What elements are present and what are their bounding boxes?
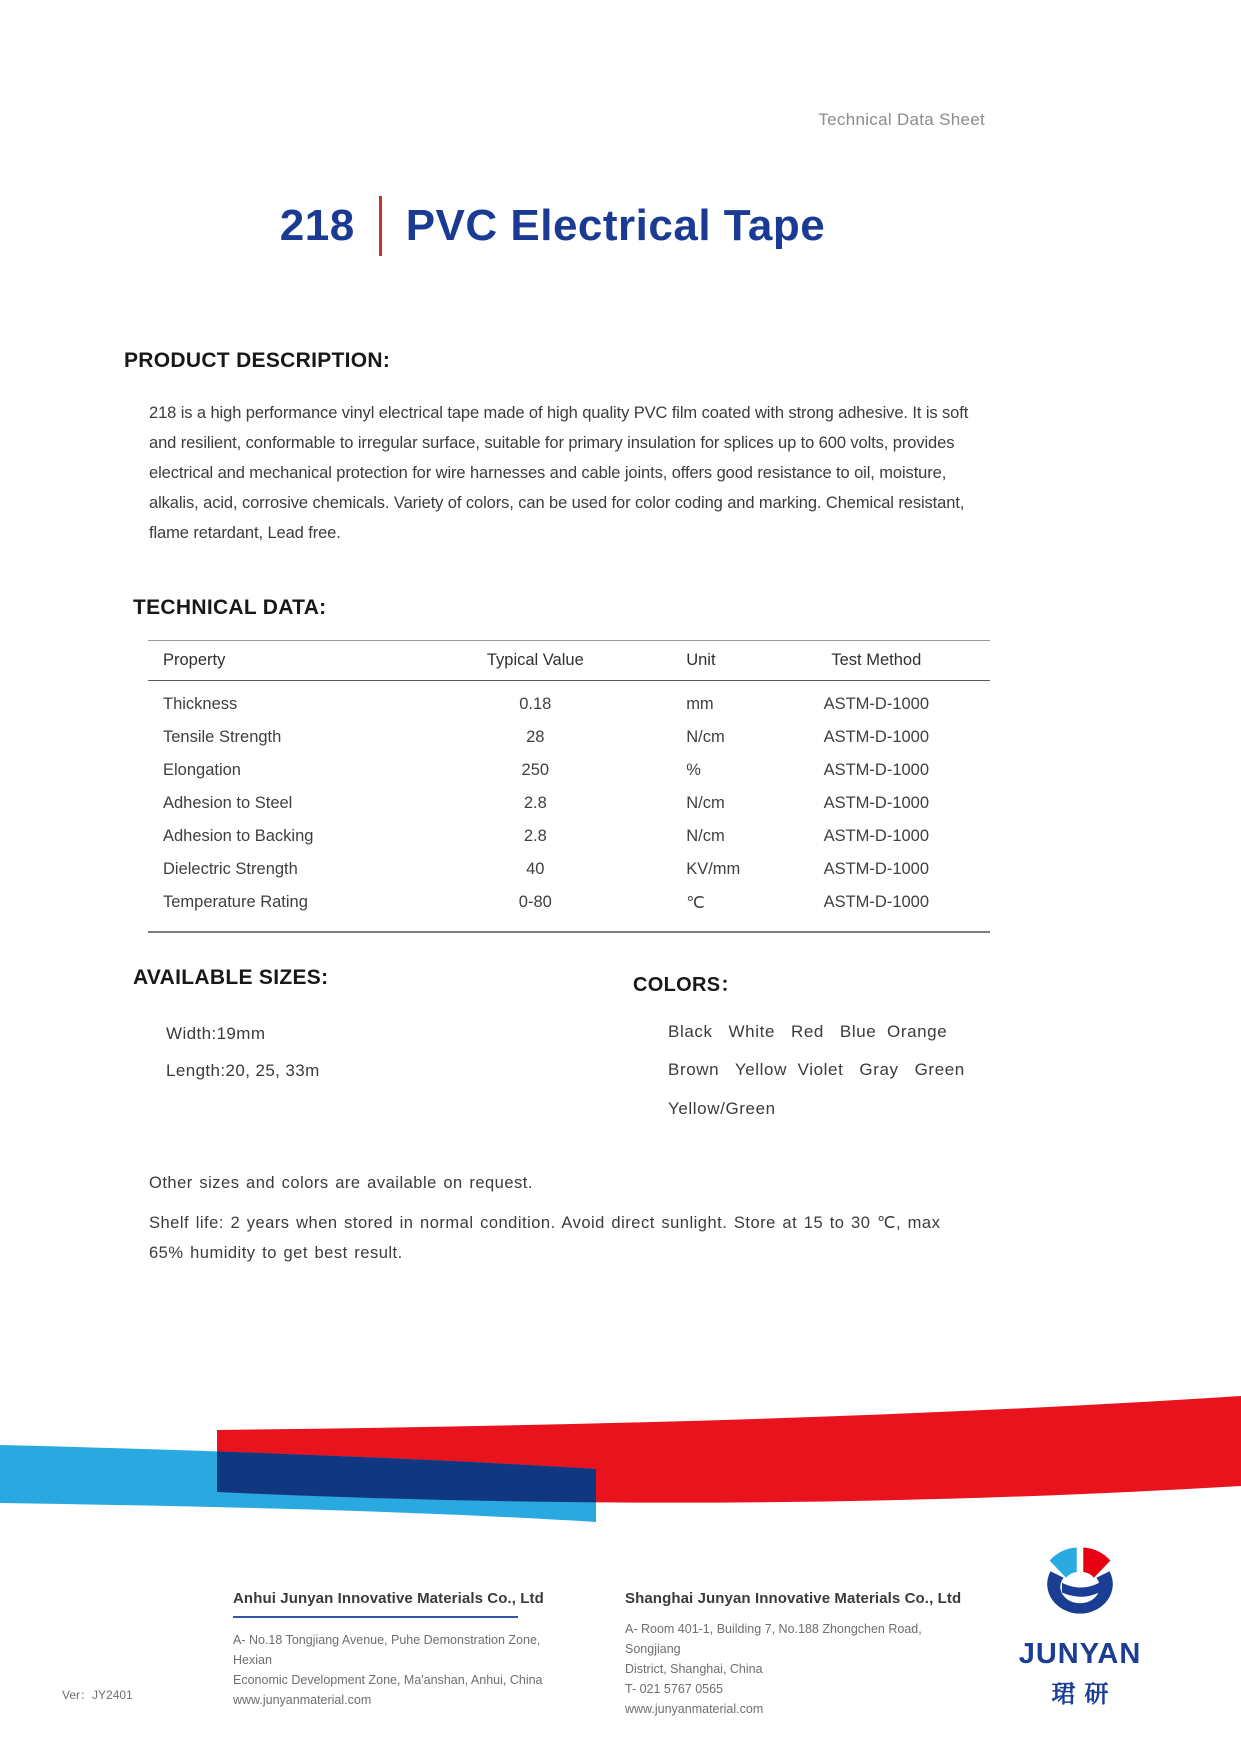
table-row	[148, 853, 990, 886]
col-header-test-method: Test Method	[763, 641, 990, 681]
cell-property: Adhesion to Steel	[163, 794, 293, 812]
junyan-logo	[1005, 1545, 1155, 1709]
cell-typical-value: 2.8	[523, 794, 547, 812]
colors-line: Yellow/Green	[668, 1099, 776, 1118]
col-header-typical-value: Typical Value	[417, 641, 653, 681]
col-header-unit: Unit	[653, 641, 762, 681]
doc-type-label: Technical Data Sheet	[818, 110, 985, 129]
company-website: www.junyanmaterial.com	[625, 1702, 764, 1716]
company-address-line: District, Shanghai, China	[625, 1662, 763, 1676]
cell-property: Temperature Rating	[163, 893, 308, 911]
technical-data-heading: TECHNICAL DATA:	[133, 596, 327, 619]
cell-test-method: ASTM-D-1000	[823, 860, 930, 878]
col-header-property: Property	[148, 641, 417, 681]
cell-typical-value: 250	[521, 761, 550, 779]
cell-property: Dielectric Strength	[163, 860, 298, 878]
size-width: Width:19mm	[166, 1024, 266, 1043]
footer-ribbon-graphic	[0, 1378, 1241, 1553]
logo-wordmark: JUNYAN	[1018, 1638, 1142, 1670]
cell-property: Tensile Strength	[163, 728, 282, 746]
company-name-underline	[233, 1616, 518, 1618]
cell-typical-value: 2.8	[523, 827, 547, 845]
table-row	[148, 787, 990, 820]
table-header-row	[148, 641, 990, 681]
available-sizes-heading: AVAILABLE SIZES:	[133, 966, 329, 989]
logo-chinese-name: 珺研	[1051, 1681, 1118, 1708]
cell-test-method: ASTM-D-1000	[823, 728, 930, 746]
cell-unit: %	[686, 761, 701, 779]
company-name: Shanghai Junyan Innovative Materials Co., Ltd	[625, 1590, 962, 1607]
product-name: PVC Electrical Tape	[405, 201, 826, 250]
shelf-life-note: Shelf life: 2 years when stored in normal condition. Avoid direct sunlight. Store at 15 to 30 ℃, max 65% humidity to get best result.	[149, 1214, 941, 1262]
cell-unit: KV/mm	[686, 860, 741, 878]
cell-typical-value: 0.18	[519, 695, 552, 713]
cell-test-method: ASTM-D-1000	[823, 827, 930, 845]
technical-data-table	[148, 640, 990, 933]
colors-line: Black White Red Blue Orange	[668, 1022, 948, 1041]
cell-test-method: ASTM-D-1000	[823, 761, 930, 779]
cell-unit: mm	[686, 695, 714, 713]
company-name: Anhui Junyan Innovative Materials Co., Ltd	[233, 1590, 544, 1607]
table-row	[148, 681, 990, 722]
cell-test-method: ASTM-D-1000	[823, 794, 930, 812]
footer-company-anhui	[233, 1590, 573, 1710]
product-description-heading: PRODUCT DESCRIPTION:	[124, 349, 391, 372]
cell-unit: N/cm	[686, 827, 725, 845]
cell-test-method: ASTM-D-1000	[823, 695, 930, 713]
junyan-logo-icon	[1039, 1545, 1121, 1627]
cell-unit: N/cm	[686, 728, 725, 746]
product-model-number: 218	[279, 201, 355, 250]
cell-property: Thickness	[163, 695, 238, 713]
product-description-body: 218 is a high performance vinyl electrical tape made of high quality PVC film coated with strong adhesive. It is soft and resilient, conformable to irregular surface, suitable for primary insulation for splices up to 600 volts, provides electrical and mechanical protection for wire harnesses and cable joints, offers good resistance to oil, moisture, alkalis, acid, corrosive chemicals. Variety of colors, can be used for color coding and marking. Chemical resistant, flame retardant, Lead free.	[149, 404, 969, 542]
table-row	[148, 754, 990, 787]
size-length: Length:20, 25, 33m	[166, 1061, 320, 1080]
cell-typical-value: 40	[526, 860, 545, 878]
company-website: www.junyanmaterial.com	[233, 1693, 372, 1707]
cell-test-method: ASTM-D-1000	[823, 893, 930, 911]
company-address-line: A- No.18 Tongjiang Avenue, Puhe Demonstration Zone, Hexian	[233, 1633, 541, 1667]
company-address-line: A- Room 401-1, Building 7, No.188 Zhongchen Road, Songjiang	[625, 1622, 922, 1656]
colors-line: Brown Yellow Violet Gray Green	[668, 1060, 965, 1079]
table-row	[148, 886, 990, 919]
cell-property: Adhesion to Backing	[163, 827, 314, 845]
table-row	[148, 820, 990, 853]
cell-typical-value: 0-80	[518, 893, 552, 911]
cell-typical-value: 28	[526, 728, 545, 746]
footer-company-shanghai	[625, 1590, 965, 1719]
company-phone: T- 021 5767 0565	[625, 1682, 723, 1696]
cell-unit: N/cm	[686, 794, 725, 812]
cell-property: Elongation	[163, 761, 241, 779]
colors-heading: COLORS：	[633, 974, 741, 996]
title-divider	[379, 196, 382, 256]
version-label: Ver：JY2401	[62, 1688, 133, 1702]
table-row	[148, 721, 990, 754]
company-address-line: Economic Development Zone, Ma'anshan, Anhui, China	[233, 1673, 543, 1687]
cell-unit: ℃	[686, 893, 705, 912]
page-title	[115, 196, 990, 256]
other-sizes-note: Other sizes and colors are available on request.	[149, 1174, 533, 1192]
